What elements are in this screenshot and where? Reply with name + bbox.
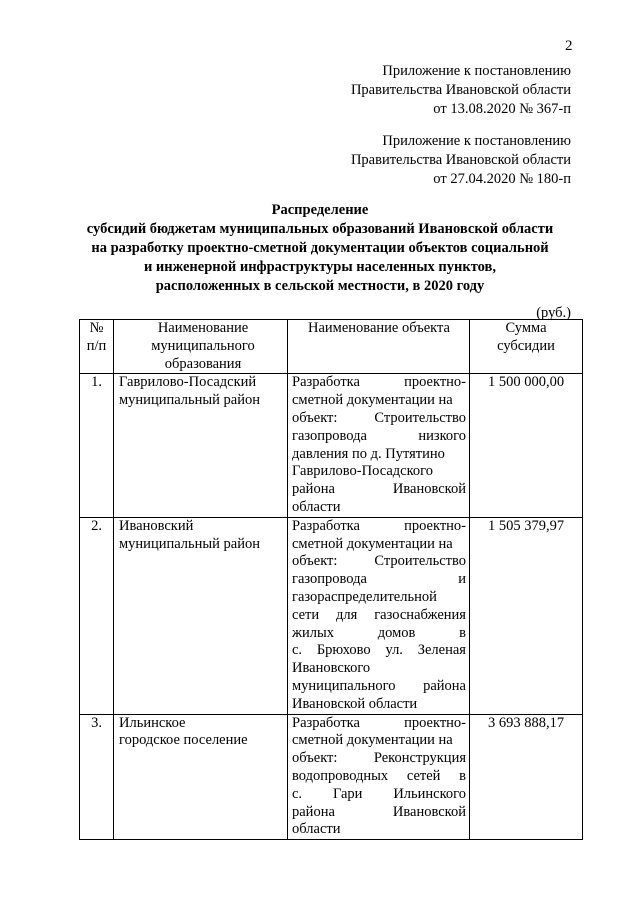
object-word: сметной документации на (292, 392, 453, 409)
municipality-name (114, 374, 288, 517)
object-description (288, 714, 470, 840)
object-word: Разработка (292, 517, 360, 534)
row-number: 3. (80, 714, 114, 840)
table-row (80, 374, 583, 517)
document-title (70, 201, 570, 296)
object-line (292, 642, 466, 660)
object-word: района (292, 481, 335, 498)
title-line: на разработку проектно-сметной документации объектов социальной (91, 240, 549, 256)
municipality-line: Ильинское (119, 714, 186, 731)
header-line: п/п (86, 337, 107, 354)
object-word: объект: (292, 750, 338, 767)
object-word: Ивановской (392, 481, 466, 498)
municipality-line: Гаврилово-Посадский (119, 374, 257, 391)
appendix-line: от 27.04.2020 № 180-п (433, 171, 571, 187)
object-word: газораспределительной (292, 588, 437, 605)
object-line (292, 732, 466, 750)
object-line (292, 696, 466, 714)
object-word: района (423, 677, 466, 694)
object-line (292, 446, 466, 464)
municipality-name (114, 714, 288, 840)
municipality-name (114, 517, 288, 714)
title-line: Распределение (271, 202, 369, 218)
object-word: сетей (406, 767, 441, 784)
appendix-block-old (351, 132, 571, 189)
object-word: сети (292, 606, 320, 623)
object-word: Ивановского (292, 660, 371, 677)
object-line (292, 518, 466, 536)
object-line (292, 481, 466, 499)
row-number: 2. (80, 517, 114, 714)
object-line (292, 374, 466, 392)
header-line: Наименование объекта (308, 320, 450, 336)
object-word: сметной документации на (292, 535, 453, 552)
row-number: 1. (80, 374, 114, 517)
object-description (288, 517, 470, 714)
object-line (292, 428, 466, 446)
table-row (80, 517, 583, 714)
appendix-line: Правительства Ивановской области (350, 152, 571, 168)
object-word: Брюхово (316, 642, 371, 659)
object-word: домов (377, 624, 416, 641)
currency-unit-label: (руб.) (536, 305, 571, 321)
object-line (292, 821, 466, 839)
header-line: субсидии (497, 337, 555, 354)
header-number (80, 320, 114, 374)
object-word: объект: (292, 409, 338, 426)
appendix-line: Приложение к постановлению (382, 63, 571, 79)
object-word: объект: (292, 553, 338, 570)
object-word: Строительство (374, 553, 466, 570)
object-word: муниципального (292, 677, 396, 694)
object-line (292, 499, 466, 517)
object-word: газопровода (292, 571, 367, 588)
header-line: Сумма (505, 320, 547, 336)
object-word: и (458, 571, 466, 588)
object-word: Разработка (292, 714, 360, 731)
object-line (292, 536, 466, 554)
appendix-block-new (351, 62, 571, 119)
object-word: Строительство (374, 409, 466, 426)
object-word: с. (292, 642, 303, 659)
appendix-line: от 13.08.2020 № 367-п (433, 101, 571, 117)
object-line (292, 786, 466, 804)
subsidy-amount: 3 693 888,17 (470, 714, 583, 840)
object-line (292, 678, 466, 696)
object-line (292, 625, 466, 643)
object-word: водопроводных (292, 767, 389, 784)
object-line (292, 804, 466, 822)
object-line (292, 553, 466, 571)
object-word: в (459, 767, 466, 784)
object-line (292, 392, 466, 410)
table-row (80, 714, 583, 840)
object-line (292, 607, 466, 625)
object-word: для (336, 606, 358, 623)
object-word: Гари (332, 785, 363, 802)
object-line (292, 768, 466, 786)
appendix-line: Приложение к постановлению (382, 133, 571, 149)
object-word: газопровода (292, 427, 367, 444)
object-line (292, 410, 466, 428)
object-description (288, 374, 470, 517)
title-line: расположенных в сельской местности, в 2020 году (155, 278, 485, 294)
object-word: газоснабжения (374, 606, 466, 623)
subsidy-amount: 1 505 379,97 (470, 517, 583, 714)
appendix-line: Правительства Ивановской области (350, 82, 571, 98)
object-line (292, 589, 466, 607)
header-line: № (89, 320, 104, 336)
object-word: Реконструкция (373, 750, 466, 767)
object-word: Гаврилово-Посадского (292, 463, 433, 480)
object-line (292, 750, 466, 768)
object-word: проектно- (404, 517, 466, 534)
table-body (80, 374, 583, 840)
object-word: района (292, 803, 335, 820)
object-line (292, 715, 466, 733)
header-line: образования (164, 355, 242, 372)
table-header-row (80, 320, 583, 374)
object-line (292, 660, 466, 678)
municipality-line: муниципальный район (119, 392, 260, 409)
object-word: ул. (385, 642, 403, 659)
title-line: субсидий бюджетам муниципальных образований Ивановской области (86, 221, 554, 237)
header-amount (470, 320, 583, 374)
object-word: Зеленая (417, 642, 466, 659)
header-object (288, 320, 470, 374)
object-word: Разработка (292, 374, 360, 391)
object-word: с. (292, 785, 303, 802)
header-municipality (114, 320, 288, 374)
subsidy-table (79, 319, 583, 840)
page-number: 2 (565, 38, 573, 54)
object-line (292, 463, 466, 481)
object-word: низкого (418, 427, 466, 444)
municipality-line: муниципальный район (119, 535, 260, 552)
municipality-line: городское поселение (119, 732, 248, 749)
object-word: области (292, 821, 341, 838)
object-word: проектно- (404, 374, 466, 391)
header-line: Наименование (157, 320, 249, 336)
object-word: давления по д. Путятино (292, 445, 445, 462)
object-word: в (459, 624, 466, 641)
object-word: Ивановской (392, 803, 466, 820)
object-word: области (292, 498, 341, 515)
title-line: и инженерной инфраструктуры населенных пунктов, (143, 259, 497, 275)
object-line (292, 571, 466, 589)
header-line: муниципального (151, 337, 255, 354)
subsidy-amount: 1 500 000,00 (470, 374, 583, 517)
object-word: Ивановской области (292, 695, 418, 712)
object-word: жилых (292, 624, 335, 641)
object-word: сметной документации на (292, 732, 453, 749)
municipality-line: Ивановский (119, 517, 194, 534)
object-word: проектно- (404, 714, 466, 731)
object-word: Ильинского (393, 785, 466, 802)
